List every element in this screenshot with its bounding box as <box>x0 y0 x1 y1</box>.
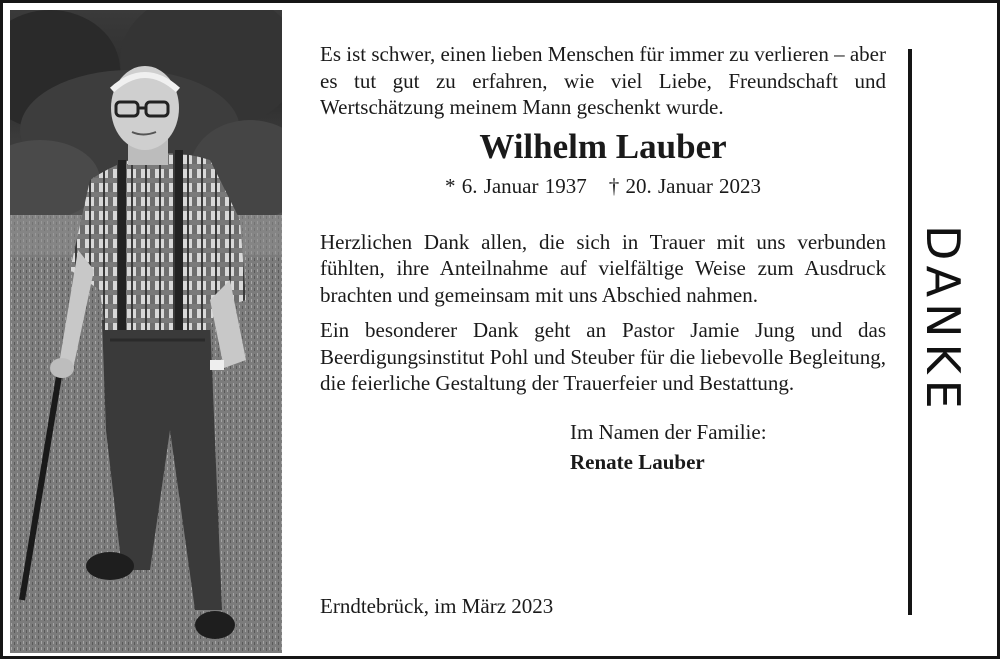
deceased-name: Wilhelm Lauber <box>479 126 727 166</box>
vertical-rule <box>908 49 912 615</box>
intro-paragraph: Es ist schwer, einen lieben Menschen für immer zu verlieren – aber es tut gut zu erfahren, wie viel Liebe, Freundschaft und Wertschätzung meinem Mann geschenkt wurde. <box>320 42 886 119</box>
thanks-paragraph: Herzlichen Dank allen, die sich in Trauer mit uns verbunden fühlten, ihre Anteilnahme auf vielfältige Weise zum Ausdruck brachten und gemeinsam mit uns Abschied nahmen. <box>320 229 886 307</box>
life-dates <box>320 173 886 199</box>
birth-date: * 6. Januar 1937 <box>444 173 587 198</box>
place-date: Erndtebrück, im März 2023 <box>320 594 554 618</box>
portrait-photo-illustration <box>10 10 282 653</box>
signature-block <box>570 419 886 476</box>
special-thanks-paragraph: Ein besonderer Dank geht an Pastor Jamie Jung und das Beerdigungsinstitut Pohl und Steuber für die liebevolle Begleitung, die feierliche Gestaltung der Trauerfeier und Bestattung. <box>320 318 886 395</box>
signer-name: Renate Lauber <box>570 450 705 474</box>
family-line: Im Namen der Familie: <box>570 419 767 444</box>
death-date: † 20. Januar 2023 <box>608 173 762 198</box>
portrait-photo <box>10 10 282 653</box>
text-column <box>320 41 886 476</box>
danke-vertical-heading: DANKE <box>916 225 970 415</box>
